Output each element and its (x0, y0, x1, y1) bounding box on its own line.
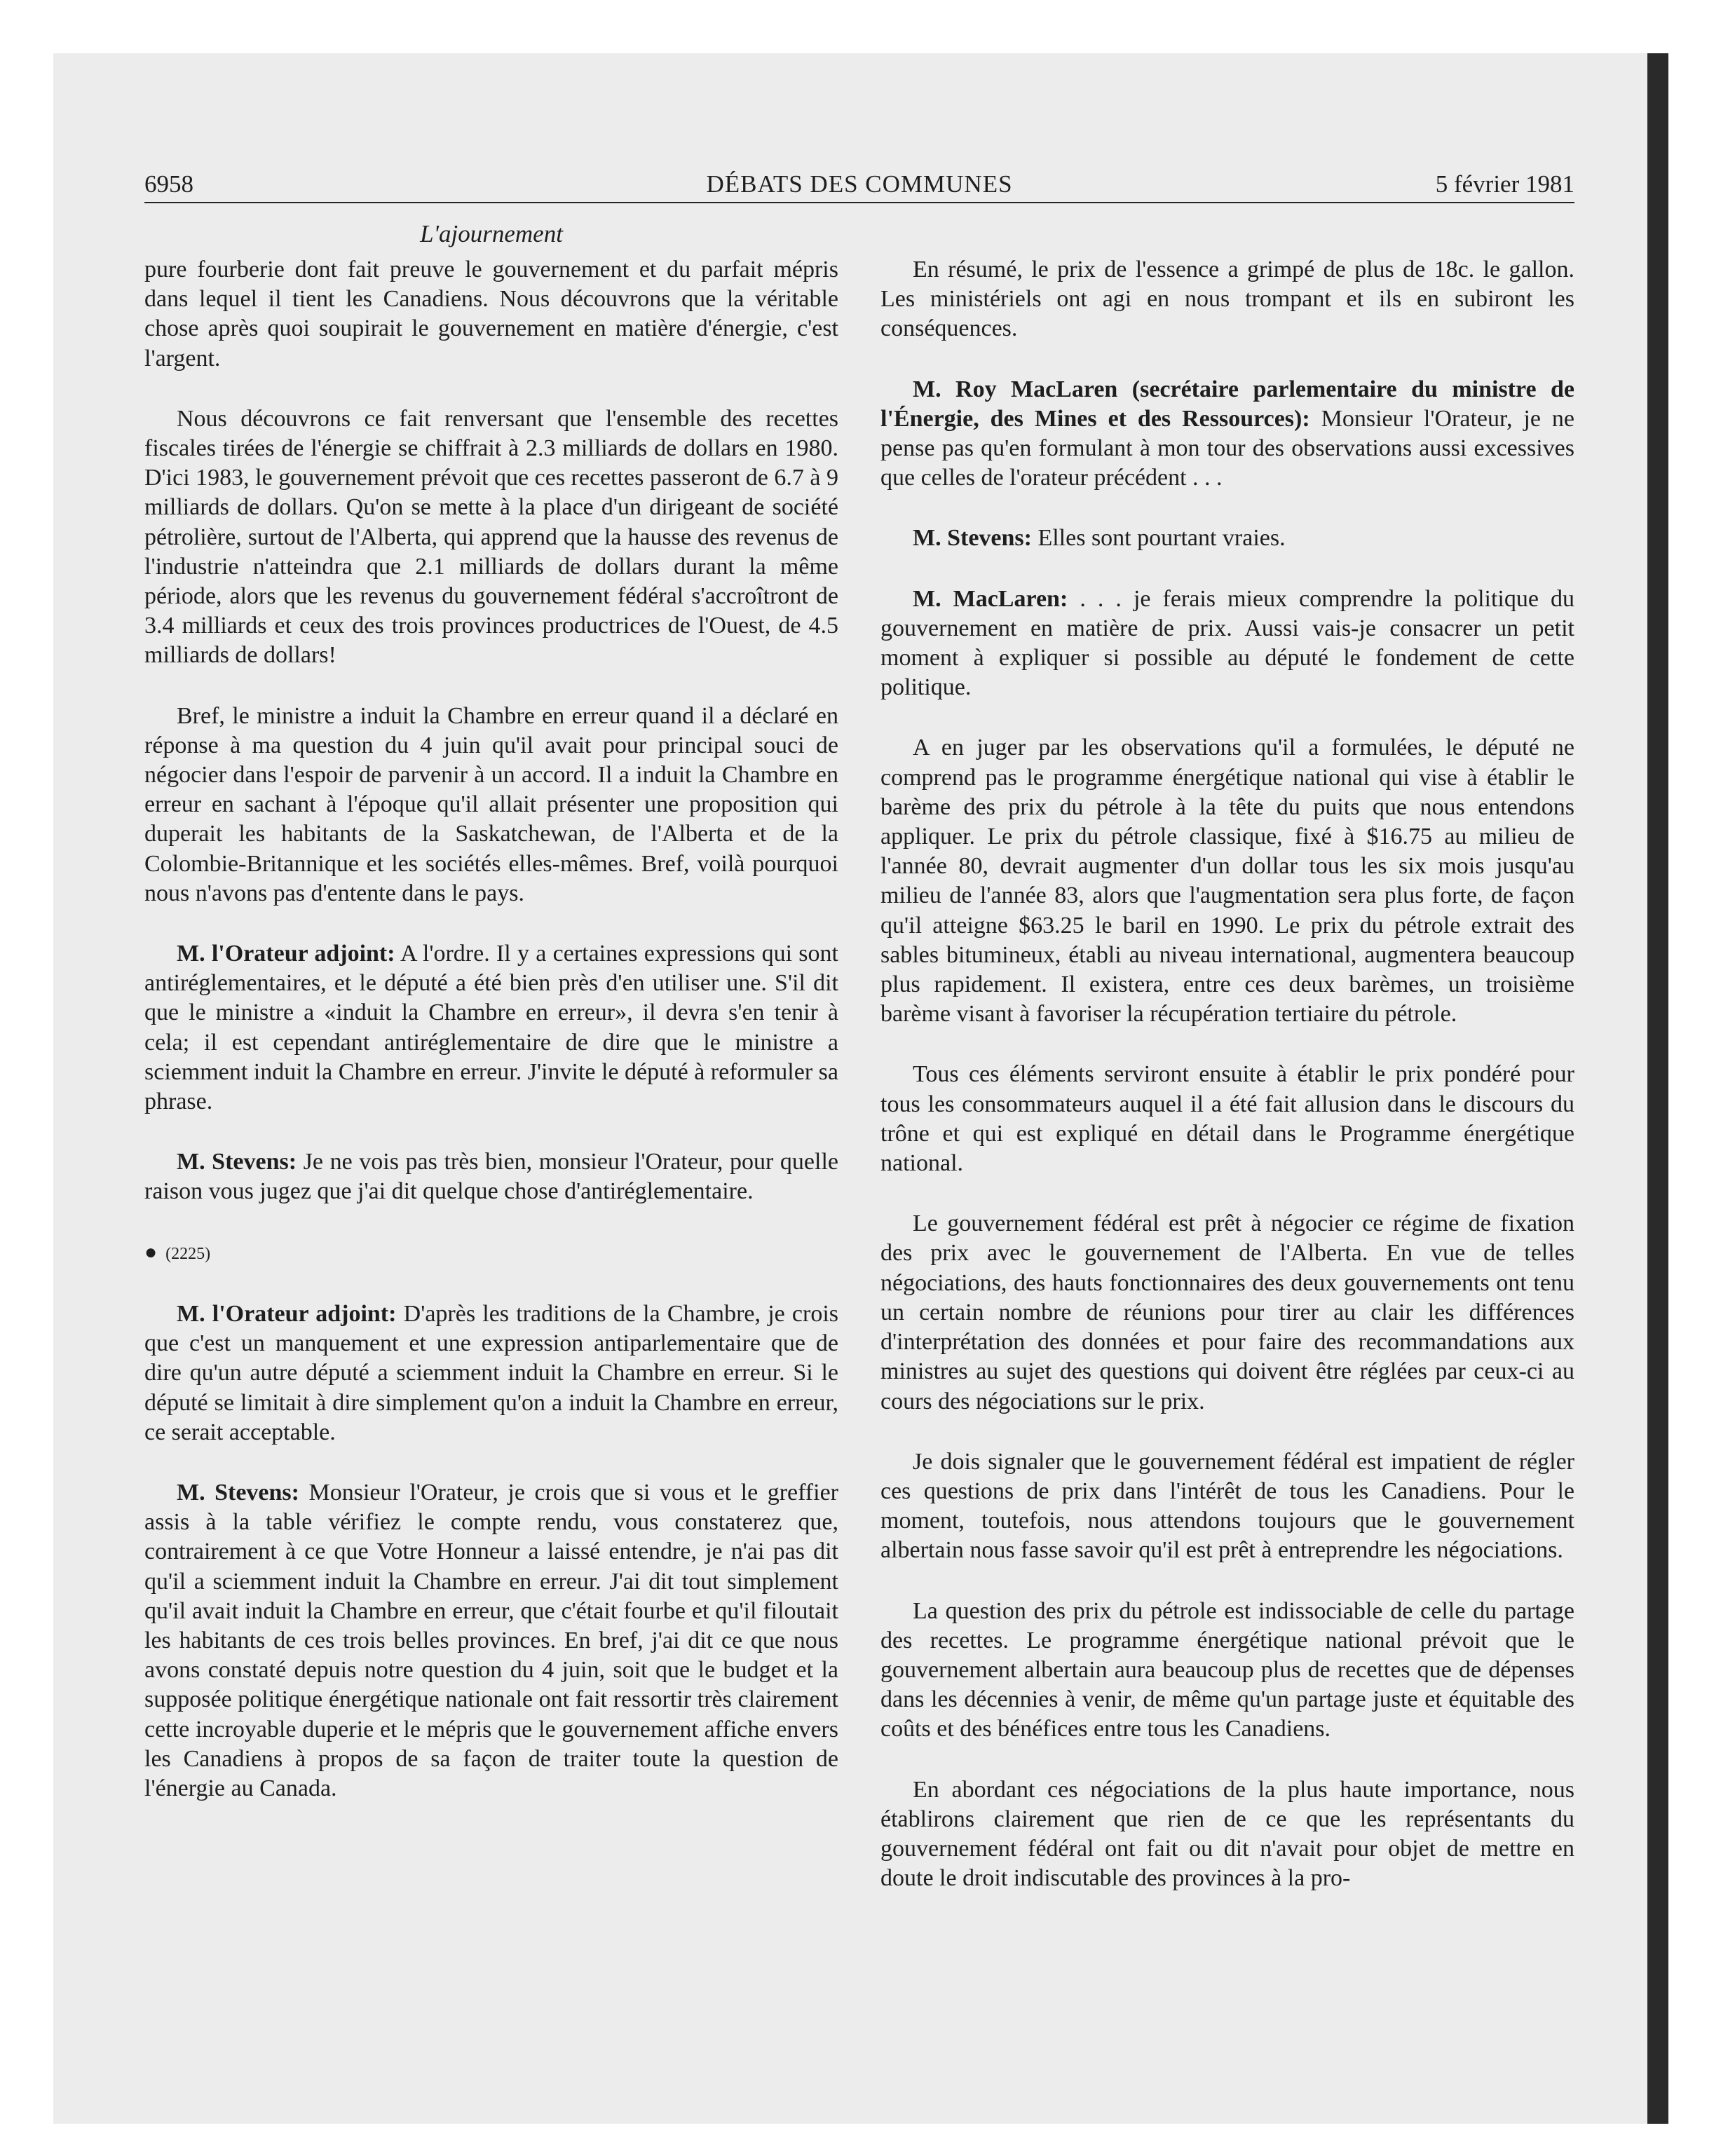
time-marker-text: (2225) (165, 1244, 211, 1263)
paragraph (880, 733, 1574, 1029)
section-title: L'ajournement (420, 220, 563, 247)
paragraph (880, 255, 1574, 344)
paragraph-text: Monsieur l'Orateur, je ne pense pas qu'en formulant à mon tour des observations aussi excessives que celles de l'orateur précédent . . . (880, 405, 1574, 491)
paragraph-text: pure fourberie dont fait preuve le gouvernement et du parfait mépris dans lequel il tient les Canadiens. Nous découvrons que la véritable chose après quoi soupirait le gouvernement en matière d'énergie, c'est l'argent. (144, 257, 838, 371)
paragraph-text: Bref, le ministre a induit la Chambre en erreur quand il a déclaré en réponse à ma question du 4 juin qu'il avait pour principal souci de négocier dans l'espoir de parvenir à un accord. Il a induit la Chambre en erreur en sachant à l'époque qu'il allait présenter une proposition qui duperait les habitants de la Saskatchewan, de l'Alberta et de la Colombie-Britannique et les sociétés elles-mêmes. Bref, voilà pourquoi nous n'avons pas d'entente dans le pays. (144, 702, 838, 906)
paragraph (144, 1147, 838, 1206)
paragraph-text: Nous découvrons ce fait renversant que l'ensemble des recettes fiscales tirées de l'énergie se chiffrait à 2.3 milliards de dollars en 1980. D'ici 1983, le gouvernement prévoit que ces recettes passeront de 6.7 à 9 milliards de dollars. Qu'on se mette à la place d'un dirigeant de société pétrolière, surtout de l'Alberta, qui apprend que la hausse des revenus de l'industrie n'atteindra que 2.1 milliards de dollars durant la même période, alors que les revenus du gouvernement fédéral s'accroîtront de 3.4 milliards et ceux des trois provinces productrices de l'Ouest, de 4.5 milliards de dollars! (144, 405, 838, 669)
paragraph (144, 939, 838, 1117)
paragraph (880, 524, 1574, 553)
paragraph (880, 1597, 1574, 1745)
paragraph-text: A l'ordre. Il y a certaines expressions qui sont antiréglementaires, et le député a été bien près d'en utiliser une. S'il dit que le ministre a «induit la Chambre en erreur», il devra s'en tenir à cela; il est cependant antiréglementaire de dire que le ministre a sciemment induit la Chambre en erreur. J'invite le député à reformuler sa phrase. (144, 941, 838, 1115)
page-header (144, 167, 1574, 203)
paragraph (144, 404, 838, 671)
bullet-icon: ● (144, 1240, 158, 1264)
paragraph (880, 1775, 1574, 1894)
publication-title: DÉBATS DES COMMUNES (706, 170, 1013, 198)
paragraph-text: Je ne vois pas très bien, monsieur l'Orateur, pour quelle raison vous jugez que j'ai dit quelque chose d'antiréglementaire. (144, 1149, 838, 1205)
paragraph-text: Tous ces éléments serviront ensuite à établir le prix pondéré pour tous les consommateurs auquel il a été fait allusion dans le discours du trône et qui est expliqué en détail dans le Programme énergétique national. (880, 1061, 1574, 1177)
paragraph-text: Le gouvernement fédéral est prêt à négocier ce régime de fixation des prix avec le gouvernement de l'Alberta. En vue de telles négociations, des hauts fonctionnaires des deux gouvernements ont tenu un certain nombre de réunions pour tirer au clair les différences d'interprétation des données et pour faire des recommandations aux ministres au sujet des questions qui doivent être réglées par ceux-ci au cours des négociations sur le prix. (880, 1210, 1574, 1414)
speaker-name: M. Roy MacLaren (secrétaire parlementaire du ministre de l'Énergie, des Mines et des Ressources): (880, 376, 1574, 432)
paragraph-text: La question des prix du pétrole est indissociable de celle du partage des recettes. Le programme énergétique national prévoit que le gouvernement albertain aura beaucoup plus de recettes que de dépenses dans les décennies à venir, de même qu'un partage juste et équitable des coûts et des bénéfices entre tous les Canadiens. (880, 1597, 1574, 1742)
right-column (880, 255, 1574, 1924)
speaker-name: M. l'Orateur adjoint: (177, 941, 395, 967)
speaker-name: M. Stevens: (177, 1149, 297, 1175)
paragraph-text: A en juger par les observations qu'il a formulées, le député ne comprend pas le programme énergétique national qui vise à établir le barème des prix du pétrole à la tête du puits que nous entendons appliquer. Le prix du pétrole classique, fixé à $16.75 au milieu de l'année 80, devrait augmenter d'un dollar tous les six mois jusqu'au milieu de l'année 83, alors que l'augmentation sera plus forte, de façon qu'il atteigne $63.25 le baril en 1990. Le prix du pétrole extrait des sables bitumineux, établi au niveau international, augmentera beaucoup plus rapidement. Il existera, entre ces deux barèmes, un troisième barème visant à favoriser la récupération tertiaire du pétrole. (880, 735, 1574, 1028)
speaker-name: M. MacLaren: (913, 585, 1068, 612)
left-column (144, 255, 838, 1834)
paragraph (880, 375, 1574, 493)
speaker-name: M. l'Orateur adjoint: (177, 1300, 397, 1327)
paragraph (880, 1447, 1574, 1566)
paragraph (880, 1060, 1574, 1178)
paragraph-text: En abordant ces négociations de la plus haute importance, nous établirons clairement que rien de ce que les représentants du gouvernement fédéral ont fait ou dit n'avait pour objet de mettre en doute le droit indiscutable des provinces à la pro- (880, 1776, 1574, 1892)
publication-date: 5 février 1981 (1435, 170, 1574, 198)
paragraph-text: Elles sont pourtant vraies. (1037, 525, 1286, 552)
speaker-name: M. Stevens: (177, 1479, 299, 1506)
speaker-name: M. Stevens: (913, 525, 1032, 552)
paragraph (144, 1478, 838, 1803)
paragraph (144, 255, 838, 374)
page-number: 6958 (144, 170, 193, 198)
scan-edge-bar (1647, 53, 1668, 2124)
paragraph (144, 702, 838, 908)
paragraph-text: D'après les traditions de la Chambre, je crois que c'est un manquement et une expression antiparlementaire que de dire qu'un autre député a sciemment induit la Chambre en erreur. Si le député se limitait à dire simplement qu'on a induit la Chambre en erreur, ce serait acceptable. (144, 1300, 839, 1445)
paragraph-text: Monsieur l'Orateur, je crois que si vous et le greffier assis à la table vérifiez le compte rendu, vous constaterez que, contrairement à ce que Votre Honneur a laissé entendre, je n'ai pas dit qu'il a sciemment induit la Chambre en erreur. J'ai dit tout simplement qu'il avait induit la Chambre en erreur, que c'était fourbe et qu'il filoutait les habitants de ces trois belles provinces. En bref, j'ai dit ce que nous avons constaté depuis notre question du 4 juin, soit que le budget et la supposée politique énergétique nationale ont fait ressortir très clairement cette incroyable duperie et le mépris que le gouvernement affiche envers les Canadiens à propos de sa façon de traiter toute la question de l'énergie au Canada. (144, 1479, 838, 1801)
time-marker (144, 1238, 838, 1269)
paragraph-text: Je dois signaler que le gouvernement fédéral est impatient de régler ces questions de prix dans l'intérêt de tous les Canadiens. Pour le moment, toutefois, nous attendons toujours que le gouvernement albertain nous fasse savoir qu'il est prêt à entreprendre les négociations. (880, 1448, 1574, 1564)
paragraph (880, 585, 1574, 703)
paragraph (880, 1209, 1574, 1416)
paragraph-text: En résumé, le prix de l'essence a grimpé de plus de 18c. le gallon. Les ministériels ont agi en nous trompant et ils en subiront les conséquences. (880, 257, 1574, 342)
paragraph (144, 1299, 838, 1447)
paragraph-text: . . . je ferais mieux comprendre la politique du gouvernement en matière de prix. Aussi vais-je consacrer un petit moment à expliquer si possible au député le fondement de cette politique. (880, 585, 1575, 701)
